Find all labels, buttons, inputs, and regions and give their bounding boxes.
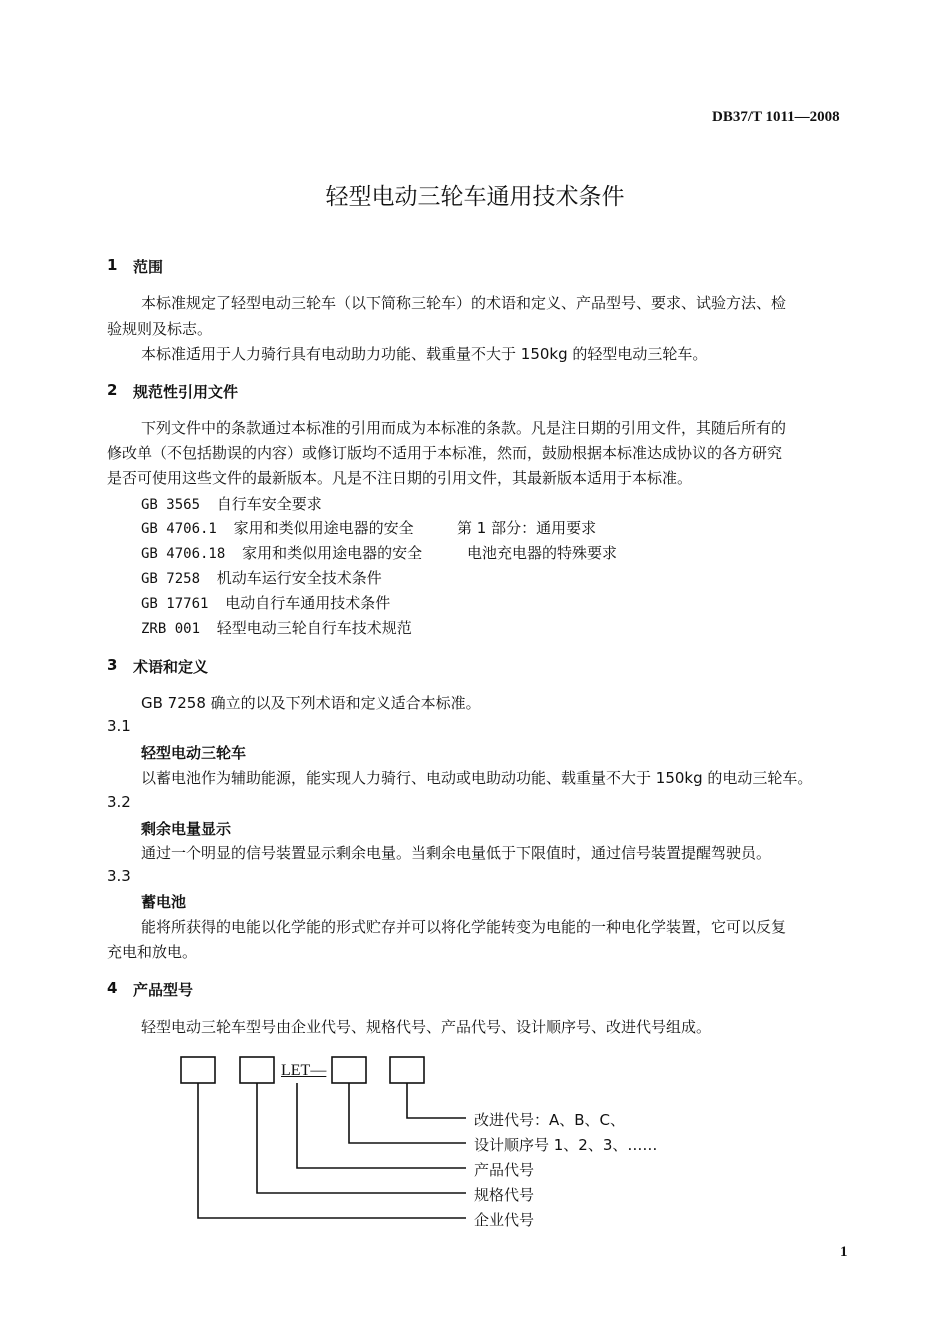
leader-enterprise-code (198, 1083, 466, 1218)
section-2-para-line1: 下列文件中的条款通过本标准的引用而成为本标准的条款。凡是注日期的引用文件，其随后所有的 (141, 419, 787, 437)
section-1-heading: 范围 (133, 258, 164, 276)
reference-title: 电动自行车通用技术条件 (225, 594, 391, 612)
diagram-label-enterprise: 企业代号 (474, 1211, 535, 1229)
section-3-intro: GB 7258 确立的以及下列术语和定义适合本标准。 (141, 694, 481, 712)
reference-extra: 第 1 部分：通用要求 (457, 519, 597, 537)
reference-title: 轻型电动三轮自行车技术规范 (216, 619, 412, 637)
term-definition: 能将所获得的电能以化学能的形式贮存并可以将化学能转变为电能的一种电化学装置，它可以反复 (141, 918, 787, 936)
reference-code: GB 7258 (141, 571, 201, 587)
section-4-para: 轻型电动三轮车型号由企业代号、规格代号、产品代号、设计顺序号、改进代号组成。 (141, 1018, 712, 1036)
let-product-code: LET— (281, 1062, 327, 1079)
term-definition: 以蓄电池作为辅助能源，能实现人力骑行、电动或电助动功能、载重量不大于 150kg 的电动三轮车。 (141, 769, 813, 787)
term-definition: 通过一个明显的信号装置显示剩余电量。当剩余电量低于下限值时，通过信号装置提醒驾驶员。 (141, 844, 772, 862)
reference-extra: 电池充电器的特殊要求 (467, 544, 618, 562)
leader-product-code (297, 1083, 466, 1168)
leader-spec-code (257, 1083, 466, 1193)
term-number: 3.1 (107, 717, 131, 735)
section-4-number: 4 (107, 979, 118, 997)
reference-title: 家用和类似用途电器的安全 (233, 519, 414, 537)
reference-code: GB 4706.18 (141, 546, 226, 562)
box-design-seq (332, 1057, 366, 1083)
section-4-heading: 产品型号 (133, 981, 194, 999)
reference-code: GB 4706.1 (141, 521, 217, 537)
section-2-para-line3: 是否可使用这些文件的最新版本。凡是不注日期的引用文件，其最新版本适用于本标准。 (107, 469, 693, 487)
section-2-heading: 规范性引用文件 (133, 383, 239, 401)
reference-code: GB 3565 (141, 497, 201, 513)
reference-title: 自行车安全要求 (216, 495, 322, 513)
box-enterprise-code (181, 1057, 215, 1083)
section-1-number: 1 (107, 256, 118, 274)
diagram-label-improve: 改进代号：A、B、C、 (474, 1111, 626, 1129)
section-2-number: 2 (107, 381, 118, 399)
box-improve-code (390, 1057, 424, 1083)
leader-improve-code (407, 1083, 466, 1118)
page-title: 轻型电动三轮车通用技术条件 (325, 184, 625, 210)
box-spec-code (240, 1057, 274, 1083)
diagram-label-spec: 规格代号 (474, 1186, 535, 1204)
doc-number: DB37/T 1011—2008 (712, 109, 840, 125)
reference-code: ZRB 001 (141, 621, 201, 637)
section-2-para-line2: 修改单（不包括勘误的内容）或修订版均不适用于本标准，然而，鼓励根据本标准达成协议的各方研究 (107, 444, 783, 462)
term-title: 轻型电动三轮车 (141, 744, 247, 762)
section-1-para1-line2: 验规则及标志。 (107, 320, 213, 338)
term-definition-cont: 充电和放电。 (107, 943, 198, 961)
section-3-heading: 术语和定义 (133, 658, 209, 676)
term-number: 3.3 (107, 867, 131, 885)
page-number: 1 (840, 1244, 848, 1260)
diagram-label-product: 产品代号 (474, 1161, 535, 1179)
diagram-label-design-seq: 设计顺序号 1、2、3、…… (474, 1136, 658, 1154)
term-title: 剩余电量显示 (141, 820, 232, 838)
section-1-para2: 本标准适用于人力骑行具有电动助力功能、载重量不大于 150kg 的轻型电动三轮车。 (141, 345, 708, 363)
reference-title: 机动车运行安全技术条件 (216, 569, 382, 587)
term-number: 3.2 (107, 793, 131, 811)
section-3-number: 3 (107, 656, 118, 674)
reference-code: GB 17761 (141, 596, 209, 612)
term-title: 蓄电池 (141, 893, 187, 911)
section-1-para1-line1: 本标准规定了轻型电动三轮车（以下简称三轮车）的术语和定义、产品型号、要求、试验方法、检 (141, 294, 787, 312)
reference-title: 家用和类似用途电器的安全 (242, 544, 423, 562)
